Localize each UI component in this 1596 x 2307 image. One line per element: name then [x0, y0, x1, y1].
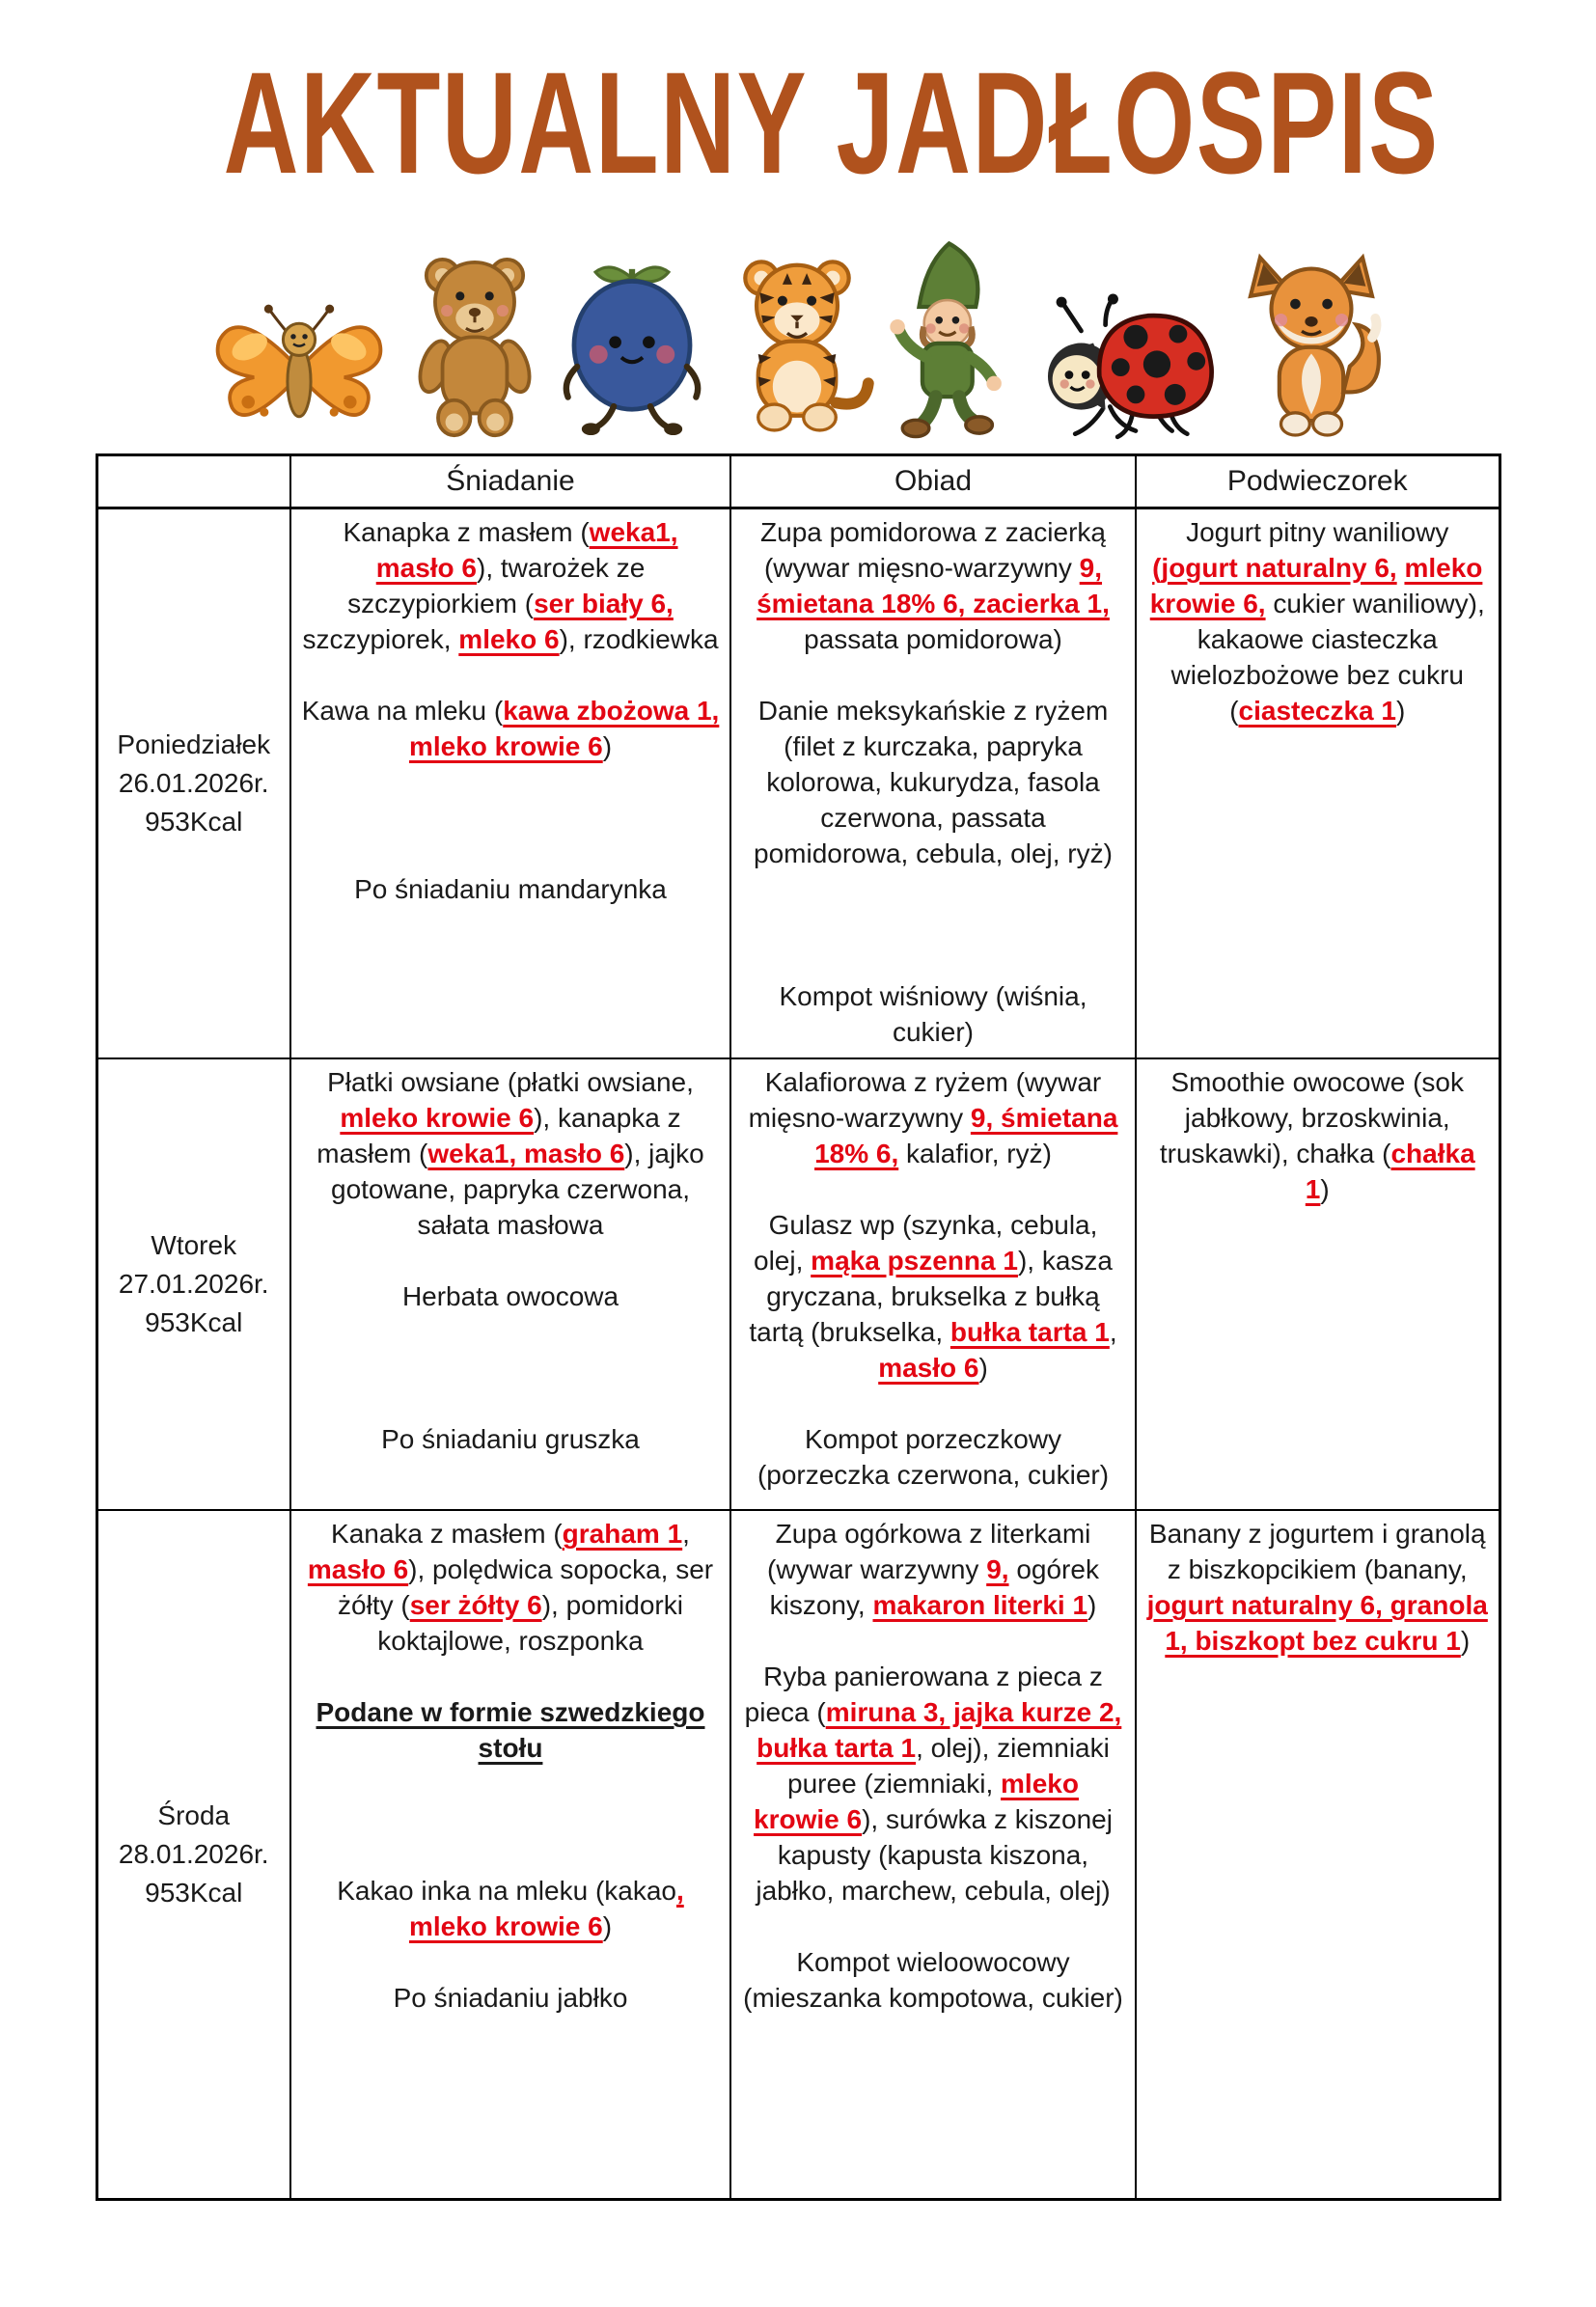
dish-text: , olej), ziemniaki puree (ziemniaki, [787, 1733, 1110, 1799]
allergen-text: kawa zbożowa 1, mleko krowie 6 [408, 696, 720, 761]
column-header-lunch: Obiad [730, 455, 1136, 508]
allergen-text: 9, śmietana 18% 6, [814, 1103, 1118, 1168]
snack-cell [1136, 508, 1500, 1059]
menu-table [96, 453, 1501, 2201]
dish-paragraph [301, 1516, 720, 1659]
butterfly-illustration [205, 294, 394, 440]
dish-text: Kalafiorowa z ryżem (wywar mięsno-warzywny [748, 1067, 1102, 1133]
dish-text: Po śniadaniu gruszka [381, 1424, 640, 1454]
dish-text: kalafior, ryż) [898, 1139, 1052, 1168]
snack-cell [1136, 1510, 1500, 2199]
dish-paragraph [741, 693, 1125, 871]
day-line: 953Kcal [145, 1307, 243, 1337]
column-header-breakfast: Śniadanie [290, 455, 730, 508]
dish-text: ), surówka z kiszonej kapusty (kapusta kiszona, jabłko, marchew, cebula, olej) [756, 1804, 1113, 1906]
allergen-text: mleko krowie 6 [340, 1103, 535, 1133]
dish-text: ), twarożek ze szczypiorkiem ( [347, 553, 646, 618]
page-title: AKTUALNY JADŁOSPIS [223, 41, 1440, 204]
dish-text: Herbata owocowa [401, 1281, 619, 1311]
dish-text: Płatki owsiane (płatki owsiane, [327, 1067, 694, 1097]
column-header-snack: Podwieczorek [1136, 455, 1500, 508]
allergen-text: , mleko krowie 6 [408, 1876, 684, 1941]
dish-paragraph [1146, 514, 1489, 728]
dish-text: ogórek kiszony, [769, 1554, 1099, 1620]
day-cell [96, 1058, 290, 1510]
dish-paragraph [1146, 1516, 1489, 1659]
column-header-day [96, 455, 290, 508]
dish-text: Kompot porzeczkowy (porzeczka czerwona, cukier) [757, 1424, 1110, 1490]
header-row [96, 455, 1500, 508]
dish-text: szczypiorek, [302, 624, 459, 654]
day-line: 26.01.2026r. [118, 768, 269, 798]
dish-text: ), jajko gotowane, papryka czerwona, sałata masłowa [331, 1139, 704, 1240]
dish-paragraph [741, 1064, 1125, 1171]
dish-paragraph [741, 1944, 1125, 2016]
allergen-text: graham 1 [562, 1519, 683, 1549]
dish-paragraph [301, 1064, 720, 1243]
dish-text: Zupa pomidorowa z zacierką (wywar mięsno-warzywny [760, 517, 1106, 583]
lunch-cell [730, 1058, 1136, 1510]
teddy-bear-illustration [401, 249, 548, 440]
tiger-illustration [716, 254, 878, 440]
day-cell [96, 508, 290, 1059]
dish-paragraph [301, 1278, 720, 1314]
dish-paragraph [741, 1516, 1125, 1623]
allergen-text: miruna 3, jajka kurze 2, bułka tarta 1 [757, 1697, 1122, 1763]
dish-paragraph [741, 514, 1125, 657]
table-row [96, 1058, 1500, 1510]
allergen-text: mleko 6 [458, 624, 560, 654]
dish-text: ), rzodkiewka [559, 624, 719, 654]
dish-text: Banany z jogurtem i granolą z biszkopcikiem (banany, [1148, 1519, 1486, 1584]
table-row [96, 508, 1500, 1059]
allergen-text: jogurt naturalny 6, granola 1, biszkopt bez cukru 1 [1146, 1590, 1488, 1656]
dish-text: Kompot wieloowocowy (mieszanka kompotowa, cukier) [743, 1947, 1123, 2013]
allergen-text: mąka pszenna 1 [811, 1246, 1018, 1276]
dish-text: ) [1460, 1626, 1471, 1656]
dish-paragraph [301, 514, 720, 657]
day-cell [96, 1510, 290, 2199]
dish-paragraph [741, 1207, 1125, 1386]
dish-text: Danie meksykańskie z ryżem (filet z kurczaka, papryka kolorowa, kukurydza, fasola czerwona, passata pomidorowa, cebula, olej, ryż) [754, 696, 1113, 868]
dish-text: Po śniadaniu mandarynka [354, 874, 667, 904]
dish-text: ) [1395, 696, 1406, 726]
breakfast-cell [290, 1510, 730, 2199]
day-line: Poniedziałek [117, 729, 271, 759]
allergen-text: masło 6 [307, 1554, 409, 1584]
dish-text: ), kasza gryczana, brukselka z bułką tartą (brukselka, [749, 1246, 1113, 1347]
dish-text: ) [1320, 1174, 1330, 1204]
allergen-text: ciasteczka 1 [1238, 696, 1396, 726]
allergen-text: masło 6 [878, 1353, 979, 1383]
day-line: 953Kcal [145, 807, 243, 837]
allergen-text: mleko krowie 6, [1149, 553, 1483, 618]
allergen-text: bułka tarta 1 [949, 1317, 1110, 1347]
allergen-text: ser żółty 6 [409, 1590, 542, 1620]
dish-text: Kompot wiśniowy (wiśnia, cukier) [779, 981, 1087, 1047]
menu-table-body [96, 508, 1500, 2200]
dish-text: ), pomidorki koktajlowe, roszponka [377, 1590, 683, 1656]
table-row [96, 1510, 1500, 2199]
dish-text: , [1109, 1317, 1117, 1347]
dish-text: ) [1087, 1590, 1097, 1620]
dish-text: Ryba panierowana z pieca z pieca ( [744, 1662, 1103, 1727]
allergen-text: 9, śmietana 18% 6, zacierka 1, [757, 553, 1110, 618]
dish-text: Jogurt pitny waniliowy [1186, 517, 1449, 547]
dish-text: Po śniadaniu jabłko [393, 1983, 628, 2013]
dish-text: Kanapka z masłem ( [343, 517, 590, 547]
day-line: Wtorek [151, 1230, 237, 1260]
dish-text: ) [602, 1911, 613, 1941]
dish-text: Kanaka z masłem ( [331, 1519, 563, 1549]
dish-text: passata pomidorowa) [804, 624, 1062, 654]
allergen-text: (jogurt naturalny 6, [1152, 553, 1397, 583]
dish-paragraph [741, 1421, 1125, 1493]
dish-text: ) [602, 731, 613, 761]
allergen-text: chałka 1 [1305, 1139, 1475, 1204]
dish-text: ), kanapka z masłem ( [316, 1103, 681, 1168]
dish-text: Gulasz wp (szynka, cebula, olej, [754, 1210, 1098, 1276]
lunch-cell [730, 1510, 1136, 2199]
breakfast-cell [290, 1058, 730, 1510]
dish-paragraph [301, 1421, 720, 1457]
day-line: 27.01.2026r. [118, 1269, 269, 1299]
elf-illustration [886, 240, 1019, 440]
day-line: Środa [157, 1799, 231, 1830]
day-line: 28.01.2026r. [118, 1838, 269, 1869]
allergen-text: weka1, masło 6 [375, 517, 678, 583]
day-line: 953Kcal [145, 1877, 243, 1908]
breakfast-cell [290, 508, 730, 1059]
allergen-text: weka1, masło 6 [427, 1139, 625, 1168]
dish-text: ) [978, 1353, 988, 1383]
fox-illustration [1231, 248, 1391, 440]
allergen-text: ser biały 6, [534, 589, 674, 618]
mascot-row [0, 239, 1596, 440]
dish-paragraph [301, 1873, 720, 1944]
dish-paragraph [301, 693, 720, 764]
allergen-text: 9, [986, 1554, 1009, 1584]
ladybug-illustration [1027, 288, 1224, 440]
dish-paragraph [301, 1980, 720, 2016]
allergen-text: makaron literki 1 [872, 1590, 1088, 1620]
blueberry-illustration [556, 257, 708, 440]
dish-text: Kakao inka na mleku (kakao [337, 1876, 676, 1906]
dish-paragraph [1146, 1064, 1489, 1207]
dish-paragraph [741, 978, 1125, 1050]
dish-text: Smoothie owocowe (sok jabłkowy, brzoskwinia, truskawki), chałka ( [1159, 1067, 1464, 1168]
dish-text: , [682, 1519, 690, 1549]
dish-paragraph [301, 1694, 720, 1766]
dish-text: ), polędwica sopocka, ser żółty ( [338, 1554, 714, 1620]
snack-cell [1136, 1058, 1500, 1510]
lunch-cell [730, 508, 1136, 1059]
dish-text: Kawa na mleku ( [301, 696, 504, 726]
emphasized-text: Podane w formie szwedzkiego stołu [316, 1697, 705, 1763]
dish-paragraph [741, 1659, 1125, 1909]
dish-text: Zupa ogórkowa z literkami (wywar warzywny [767, 1519, 1091, 1584]
allergen-text: mleko krowie 6 [754, 1769, 1079, 1834]
dish-text: cukier waniliowy), kakaowe ciasteczka wielozbożowe bez cukru ( [1170, 589, 1485, 726]
dish-paragraph [301, 871, 720, 907]
